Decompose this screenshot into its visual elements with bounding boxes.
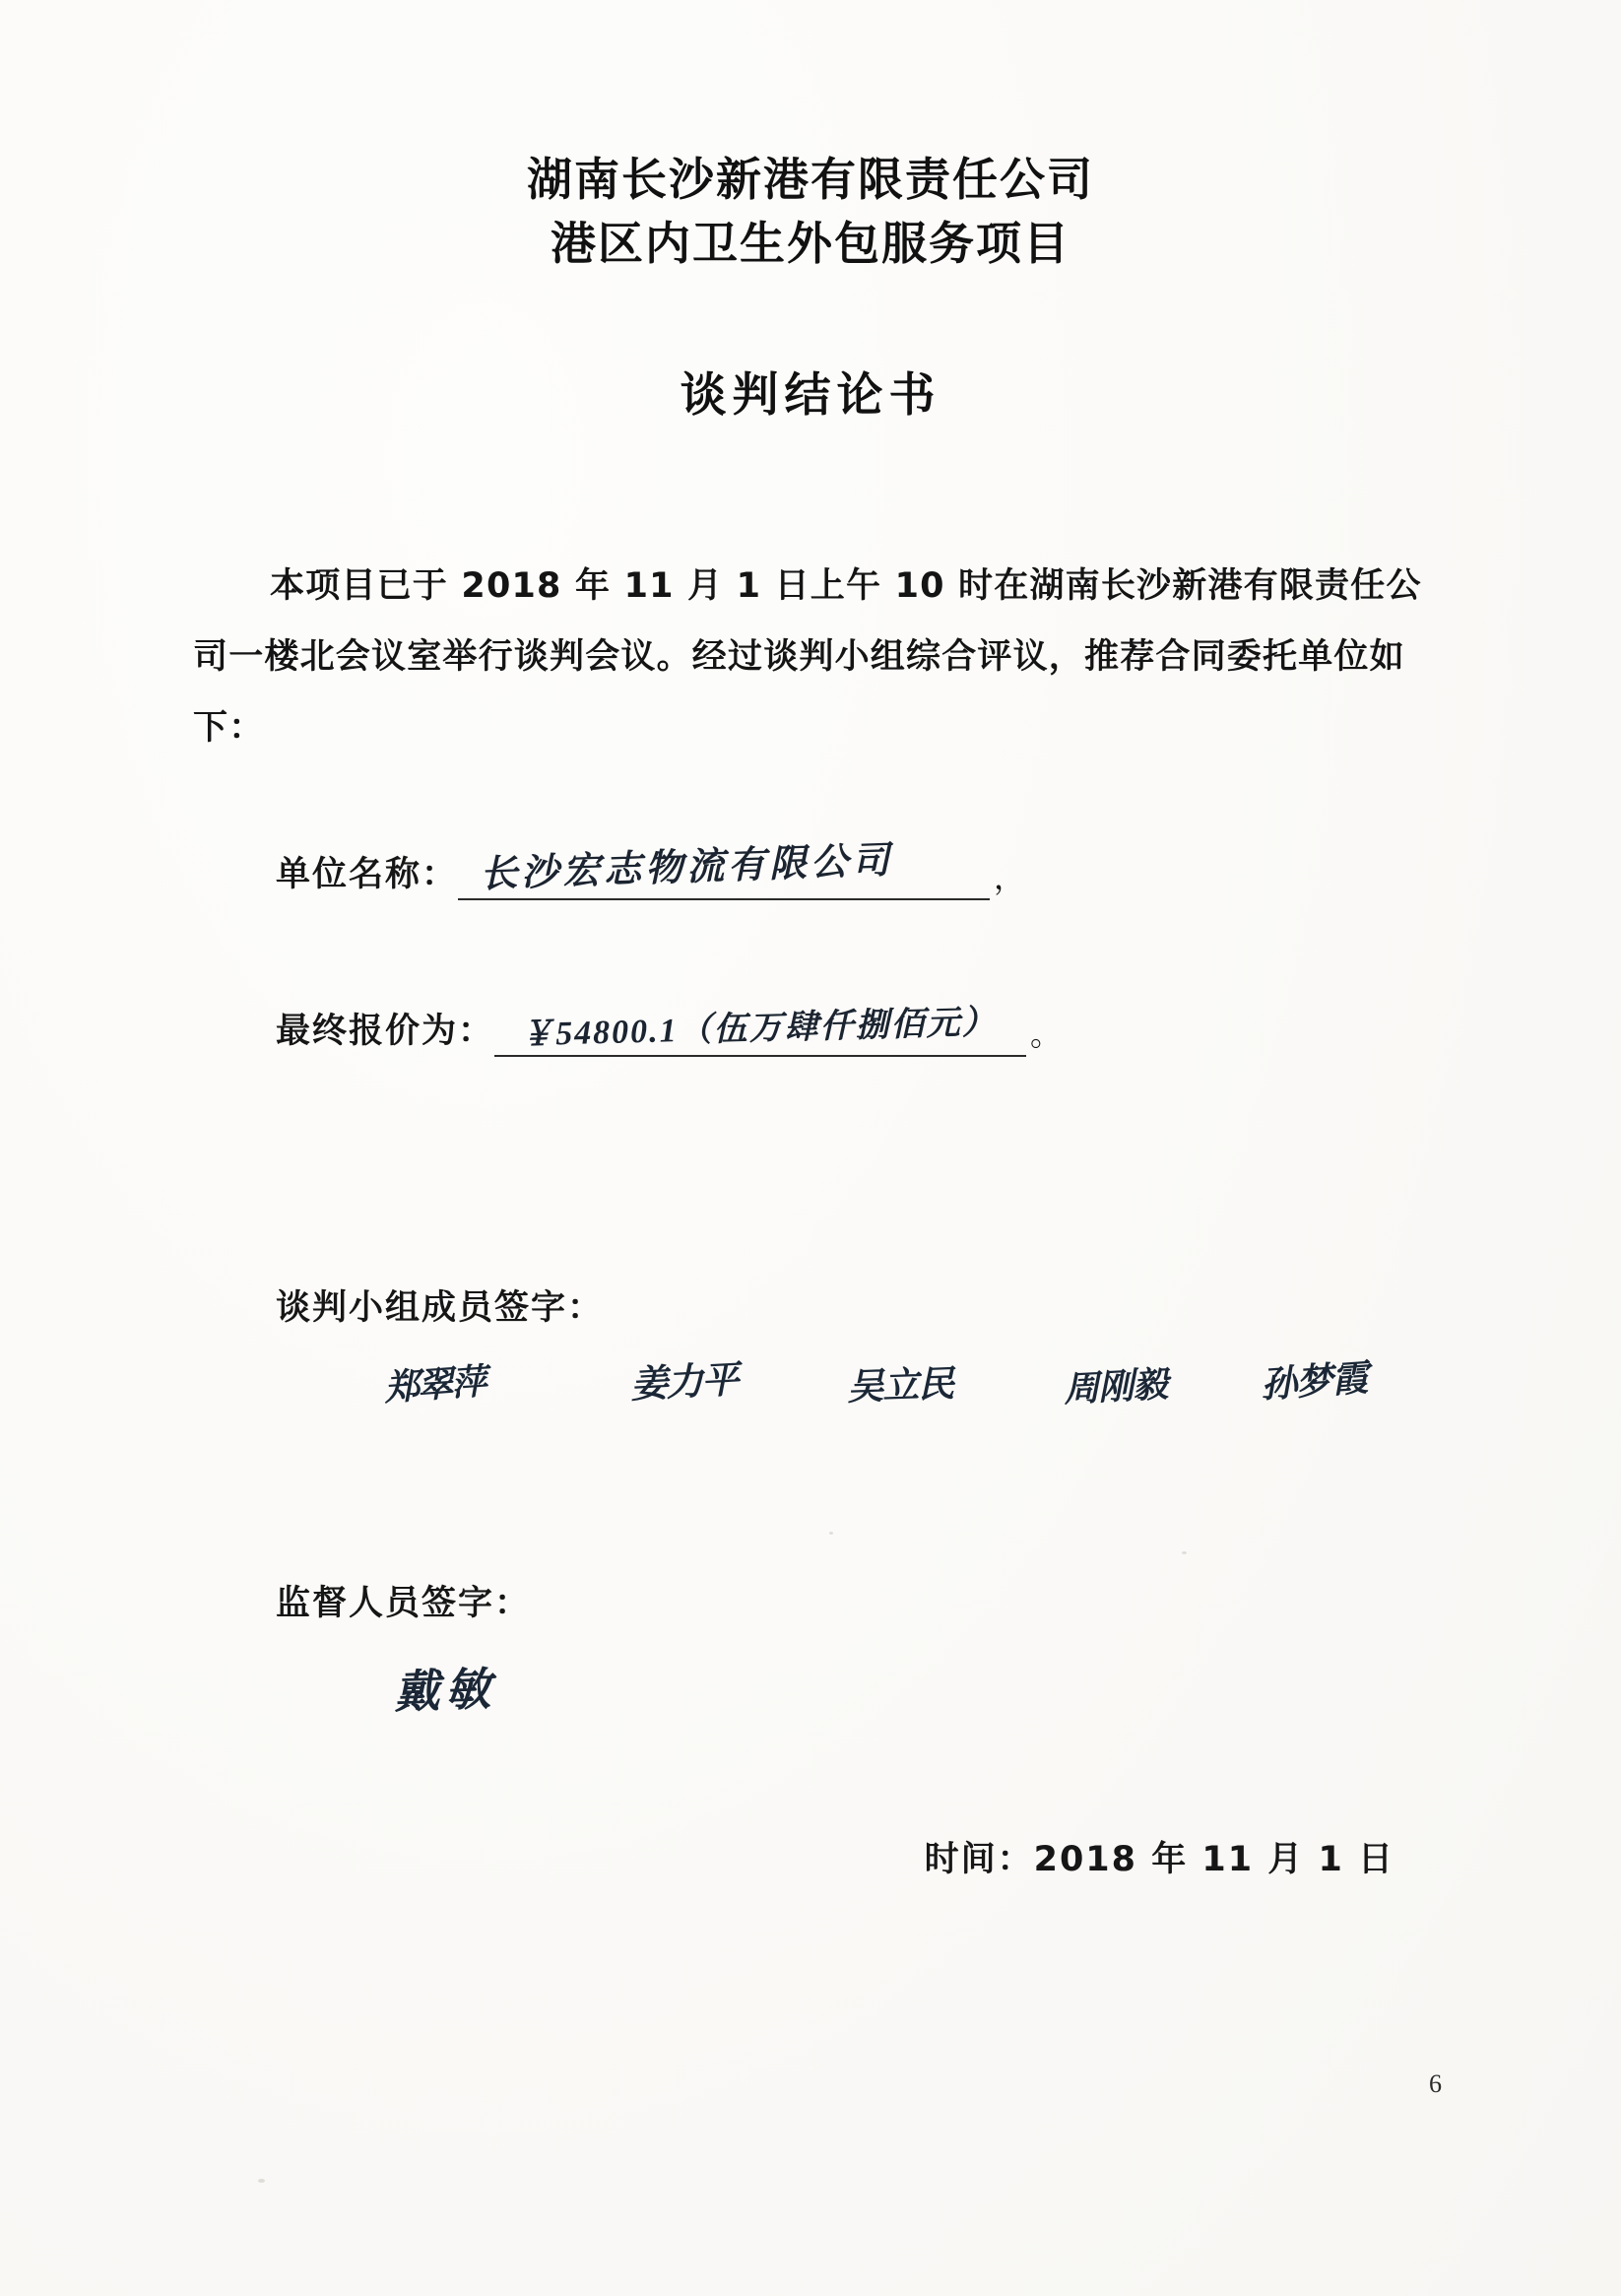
field-row-price [276, 1004, 1458, 1057]
scan-speck [829, 1532, 833, 1535]
signature-committee-2: 姜力平 [629, 1359, 739, 1407]
page-title-line-2: 港区内卫生外包服务项目 [551, 217, 1070, 271]
signature-row-supervisor [276, 1625, 1458, 1743]
body-block [193, 552, 1444, 763]
scan-speck [1182, 1551, 1187, 1554]
signature-section-supervisor [276, 1576, 1458, 1743]
signature-section-committee [276, 1280, 1458, 1448]
signature-row-committee [276, 1330, 1458, 1448]
field-value-price: ￥54800.1（伍万肆仟捌佰元） [519, 1004, 999, 1054]
field-tail-price: 。 [1030, 1016, 1063, 1053]
page-title-line-3: 谈判结论书 [680, 367, 941, 423]
field-rule-company[interactable] [458, 839, 990, 900]
field-rule-price[interactable] [494, 1004, 1026, 1057]
signature-supervisor-1: 戴敏 [393, 1664, 497, 1718]
field-tail-company: ， [994, 859, 1026, 896]
signature-committee-5: 孙梦霞 [1260, 1358, 1369, 1407]
signature-committee-3: 吴立民 [846, 1364, 954, 1409]
document-title-block [0, 148, 1621, 428]
field-row-company [276, 839, 1458, 900]
signature-committee-4: 周刚毅 [1063, 1364, 1169, 1410]
signature-label-supervisor: 监督人员签字： [276, 1584, 532, 1623]
date-line: 时间：2018 年 11 月 1 日 [924, 1840, 1394, 1879]
scan-speck [258, 2179, 265, 2183]
signature-label-committee: 谈判小组成员签字： [276, 1288, 605, 1328]
field-value-company: 长沙宏志物流有限公司 [479, 839, 894, 896]
body-paragraph: 本项目已于 2018 年 11 月 1 日上午 10 时在湖南长沙新港有限责任公司一楼北会议室举行谈判会议。经过谈判小组综合评议，推荐合同委托单位如下： [193, 566, 1422, 748]
fields-block [276, 839, 1458, 1160]
signature-committee-1: 郑翠萍 [382, 1361, 486, 1409]
page-number: 6 [1429, 2069, 1442, 2098]
page-title-line-1: 湖南长沙新港有限责任公司 [527, 153, 1094, 206]
field-label-company: 单位名称： [276, 855, 459, 894]
field-label-price: 最终报价为： [276, 1012, 495, 1051]
